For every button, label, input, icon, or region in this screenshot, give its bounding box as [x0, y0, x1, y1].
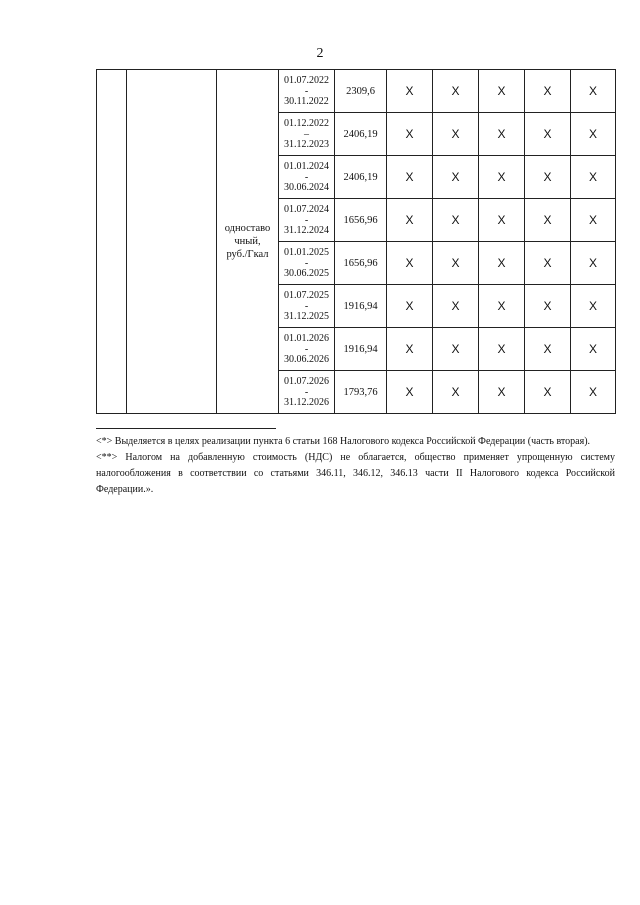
not-applicable-mark: X — [479, 285, 525, 328]
not-applicable-mark: X — [387, 371, 433, 414]
footnotes — [96, 434, 615, 498]
period-start: 01.01.2025 — [284, 246, 329, 258]
not-applicable-mark: X — [571, 199, 616, 242]
period-start: 01.01.2024 — [284, 160, 329, 172]
not-applicable-mark: X — [479, 199, 525, 242]
period-start: 01.07.2025 — [284, 289, 329, 301]
period-end: 31.12.2024 — [284, 224, 329, 236]
period-dash: - — [304, 85, 309, 97]
period-start: 01.12.2022 — [284, 117, 329, 129]
period-end: 31.12.2026 — [284, 396, 329, 408]
period-dash: - — [304, 386, 309, 398]
period-cell — [279, 285, 335, 328]
not-applicable-mark: X — [525, 371, 571, 414]
period-cell — [279, 70, 335, 113]
not-applicable-mark: X — [571, 328, 616, 371]
row-number-cell — [97, 70, 127, 414]
period-end: 30.11.2022 — [284, 95, 329, 107]
period-end: 31.12.2023 — [284, 138, 329, 150]
price-cell: 2406,19 — [335, 113, 387, 156]
consumer-group-cell — [127, 70, 217, 414]
period-start: 01.07.2022 — [284, 74, 329, 86]
price-cell: 1916,94 — [335, 328, 387, 371]
not-applicable-mark: X — [571, 156, 616, 199]
not-applicable-mark: X — [433, 199, 479, 242]
period-end: 31.12.2025 — [284, 310, 329, 322]
period-cell — [279, 156, 335, 199]
not-applicable-mark: X — [479, 242, 525, 285]
not-applicable-mark: X — [387, 242, 433, 285]
not-applicable-mark: X — [525, 156, 571, 199]
not-applicable-mark: X — [433, 70, 479, 113]
not-applicable-mark: X — [525, 285, 571, 328]
tariff-unit-cell — [217, 70, 279, 414]
not-applicable-mark: X — [525, 328, 571, 371]
period-dash: - — [304, 300, 309, 312]
page-number: 2 — [316, 46, 324, 61]
not-applicable-mark: X — [479, 156, 525, 199]
not-applicable-mark: X — [433, 242, 479, 285]
not-applicable-mark: X — [525, 113, 571, 156]
not-applicable-mark: X — [387, 156, 433, 199]
period-cell — [279, 328, 335, 371]
tariff-unit-line: руб./Гкал — [226, 249, 269, 260]
not-applicable-mark: X — [571, 285, 616, 328]
not-applicable-mark: X — [479, 70, 525, 113]
not-applicable-mark: X — [525, 199, 571, 242]
period-end: 30.06.2025 — [284, 267, 329, 279]
period-start: 01.01.2026 — [284, 332, 329, 344]
price-cell: 2406,19 — [335, 156, 387, 199]
tariff-unit-line: одноставо — [224, 223, 271, 234]
period-cell — [279, 242, 335, 285]
footnote-rule — [96, 428, 276, 429]
period-cell — [279, 113, 335, 156]
not-applicable-mark: X — [571, 242, 616, 285]
period-dash: - — [304, 171, 309, 183]
not-applicable-mark: X — [387, 70, 433, 113]
price-cell: 2309,6 — [335, 70, 387, 113]
not-applicable-mark: X — [387, 328, 433, 371]
price-cell: 1656,96 — [335, 199, 387, 242]
period-dash: – — [304, 128, 309, 140]
period-cell — [279, 371, 335, 414]
price-cell: 1656,96 — [335, 242, 387, 285]
tariff-unit-line: чный, — [234, 236, 261, 247]
price-cell: 1793,76 — [335, 371, 387, 414]
not-applicable-mark: X — [387, 113, 433, 156]
period-end: 30.06.2024 — [284, 181, 329, 193]
not-applicable-mark: X — [433, 328, 479, 371]
footnote-2: <**> Налогом на добавленную стоимость (НДС) не облагается, общество применяет упрощенную систему налогообложения в соответствии со статьями 346.11, 346.12, 346.13 части II Налогового кодекса Российской Федерации.». — [96, 452, 615, 495]
not-applicable-mark: X — [479, 113, 525, 156]
not-applicable-mark: X — [433, 113, 479, 156]
not-applicable-mark: X — [525, 70, 571, 113]
not-applicable-mark: X — [571, 70, 616, 113]
period-cell — [279, 199, 335, 242]
not-applicable-mark: X — [387, 199, 433, 242]
period-start: 01.07.2024 — [284, 203, 329, 215]
not-applicable-mark: X — [433, 371, 479, 414]
tariff-table — [96, 69, 616, 414]
not-applicable-mark: X — [433, 156, 479, 199]
not-applicable-mark: X — [571, 113, 616, 156]
period-start: 01.07.2026 — [284, 375, 329, 387]
not-applicable-mark: X — [571, 371, 616, 414]
footnote-1: <*> Выделяется в целях реализации пункта 6 статьи 168 Налогового кодекса Российской Федерации (часть вторая). — [96, 436, 591, 447]
period-dash: - — [304, 343, 309, 355]
table-row — [97, 70, 616, 113]
not-applicable-mark: X — [433, 285, 479, 328]
not-applicable-mark: X — [387, 285, 433, 328]
period-dash: - — [304, 214, 309, 226]
period-dash: - — [304, 257, 309, 269]
not-applicable-mark: X — [525, 242, 571, 285]
price-cell: 1916,94 — [335, 285, 387, 328]
period-end: 30.06.2026 — [284, 353, 329, 365]
not-applicable-mark: X — [479, 371, 525, 414]
not-applicable-mark: X — [479, 328, 525, 371]
